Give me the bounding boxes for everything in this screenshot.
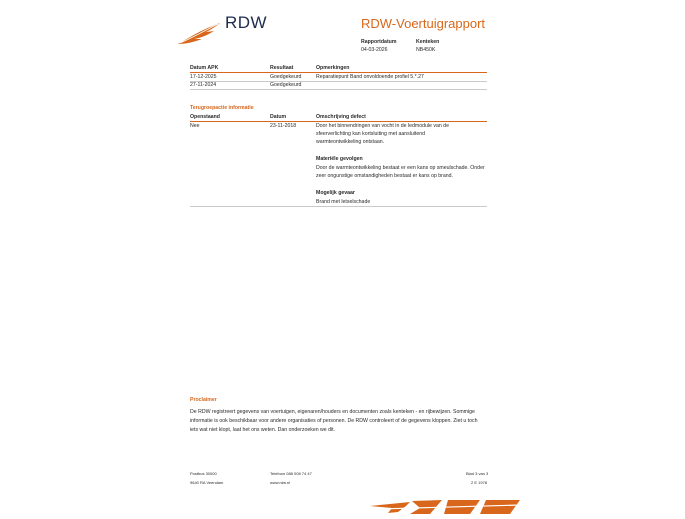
recall-table-bottom bbox=[190, 206, 487, 207]
recall-datum: 23-11-2018 bbox=[270, 123, 297, 129]
apk-header-opmerkingen: Opmerkingen bbox=[316, 65, 350, 71]
disclaimer-title: Proclaimer bbox=[190, 397, 217, 403]
recall-header-omschrijving: Omschrijving defect bbox=[316, 114, 366, 120]
recall-section-title: Terugroepactie informatie bbox=[190, 105, 254, 111]
footer-postbus: Postbus 30000 bbox=[190, 471, 217, 476]
disclaimer-text: De RDW registreert gegevens van voertuigen, eigenaren/houders en documenten zoals kenteken - en rijbewijzen. Sommige informatie is ook beschikbaar voor andere organisaties of personen. De RDW controleert of de gegevens kloppen. Ziet u toch iets wat niet klopt, laat het ons weten. Dan onderzoeken we dit. bbox=[190, 409, 478, 433]
apk-header-datum: Datum APK bbox=[190, 65, 219, 71]
logo-text: RDW bbox=[225, 13, 268, 32]
footer-stripes-decoration bbox=[370, 500, 530, 514]
rapportdatum-value: 04-03-2026 bbox=[361, 47, 388, 53]
apk-row-2-resultaat: Goedgekeurd bbox=[270, 82, 302, 88]
footer-postcode: 9640 RA Veendam bbox=[190, 480, 224, 485]
apk-row-1-datum: 17-12-2025 bbox=[190, 74, 217, 80]
apk-row-divider bbox=[190, 81, 487, 82]
apk-row-1-resultaat: Goedgekeurd bbox=[270, 74, 302, 80]
recall-header-datum: Datum bbox=[270, 114, 287, 120]
footer-telefoon: Telefoon 088 008 74 47 bbox=[270, 471, 312, 476]
recall-gevolgen-text: Door de warmteontwikkeling bestaat er een kans op smeulschade. Onder zeer ongunstige omstandigheden bestaat er kans op brand. bbox=[316, 165, 485, 180]
recall-omschrijving: Door het binnendringen van vocht in de ledmodule van de sfeerverlichting kan kortsluiting met aansluitend warmteontwikkeling ontstaan. bbox=[316, 123, 449, 146]
apk-row-2-datum: 27-11-2024 bbox=[190, 82, 217, 88]
rapportdatum-label: Rapportdatum bbox=[361, 39, 397, 45]
footer-code: 2 E 1978 bbox=[471, 480, 488, 485]
recall-gevaar-text: Brand met letselschade bbox=[316, 199, 371, 205]
recall-openstaand: Nee bbox=[190, 123, 200, 129]
apk-header-resultaat: Resultaat bbox=[270, 65, 294, 71]
rdw-feather-icon bbox=[176, 20, 224, 46]
recall-gevaar-label: Mogelijk gevaar bbox=[316, 190, 355, 196]
kenteken-value: NB450K bbox=[416, 47, 436, 53]
footer-blad: Blad 3 van 3 bbox=[466, 471, 489, 476]
apk-row-1-opmerkingen: Reparatiepunt Band onvoldoende profiel 5.*.27 bbox=[316, 74, 424, 80]
recall-gevolgen-label: Materiële gevolgen bbox=[316, 156, 363, 162]
recall-header-openstaand: Openstaand bbox=[190, 114, 220, 120]
apk-table-bottom bbox=[190, 89, 487, 90]
page-title: RDW-Voertuigrapport bbox=[361, 16, 486, 31]
footer-website[interactable]: www.rdw.nl bbox=[270, 480, 291, 485]
rdw-logo bbox=[176, 20, 224, 46]
kenteken-label: Kenteken bbox=[416, 39, 440, 45]
